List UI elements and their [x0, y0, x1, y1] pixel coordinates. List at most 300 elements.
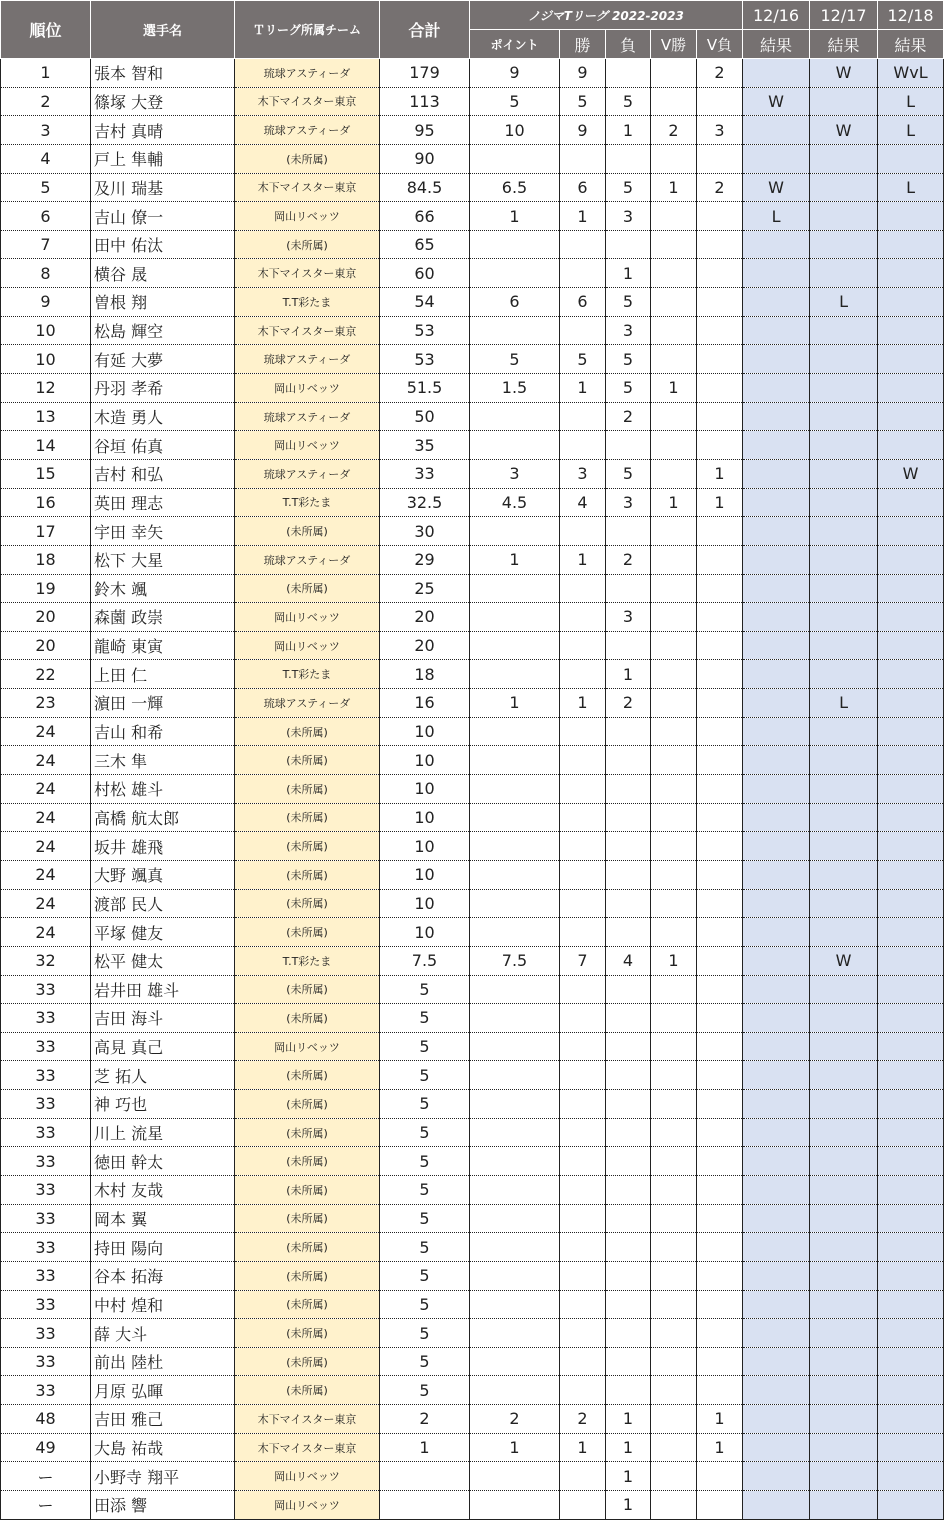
result-1217-cell [810, 1290, 878, 1319]
vlosses-cell [697, 1090, 743, 1119]
team-name: 琉球アスティーダ [235, 689, 380, 718]
team-name: (未所属) [235, 1204, 380, 1233]
total-cell: 51.5 [380, 374, 470, 403]
result-1218-cell [878, 946, 944, 975]
points-cell: 5 [470, 87, 560, 116]
result-1217-cell [810, 775, 878, 804]
losses-cell: 2 [606, 402, 651, 431]
total-cell: 5 [380, 1004, 470, 1033]
player-name: 大野 颯真 [91, 860, 235, 889]
team-name: T.T彩たま [235, 660, 380, 689]
total-cell: 5 [380, 1376, 470, 1405]
result-1216-cell [743, 775, 810, 804]
total-cell: 5 [380, 1175, 470, 1204]
losses-cell [606, 230, 651, 259]
result-1217-cell [810, 1147, 878, 1176]
rank-cell: 24 [1, 860, 91, 889]
rank-cell: 18 [1, 545, 91, 574]
player-name: 横谷 晟 [91, 259, 235, 288]
total-cell: 113 [380, 87, 470, 116]
wins-cell: 6 [560, 173, 606, 202]
team-name: 木下マイスター東京 [235, 1405, 380, 1434]
total-cell: 33 [380, 459, 470, 488]
table-header [1, 1, 944, 59]
vlosses-cell: 2 [697, 173, 743, 202]
player-name: 松下 大星 [91, 545, 235, 574]
vwins-cell [651, 1233, 697, 1262]
rank-cell: 24 [1, 803, 91, 832]
losses-cell [606, 1004, 651, 1033]
result-1216-cell [743, 1347, 810, 1376]
result-1217-cell [810, 746, 878, 775]
wins-cell: 1 [560, 689, 606, 718]
result-1216-cell [743, 230, 810, 259]
rank-cell: 33 [1, 1261, 91, 1290]
vwins-cell [651, 860, 697, 889]
wins-cell: 9 [560, 116, 606, 145]
losses-cell [606, 1376, 651, 1405]
result-1218-cell [878, 431, 944, 460]
player-name: 龍崎 東寅 [91, 631, 235, 660]
result-1218-cell [878, 1204, 944, 1233]
losses-cell [606, 1147, 651, 1176]
result-1217-cell [810, 1376, 878, 1405]
losses-cell [606, 746, 651, 775]
result-1216-cell [743, 803, 810, 832]
wins-cell [560, 1261, 606, 1290]
result-1216-cell [743, 1376, 810, 1405]
table-row [1, 459, 944, 488]
losses-cell: 5 [606, 374, 651, 403]
result-1216-cell [743, 431, 810, 460]
result-1216-cell [743, 1147, 810, 1176]
result-1216-cell [743, 1204, 810, 1233]
wins-cell [560, 660, 606, 689]
losses-cell [606, 1347, 651, 1376]
rank-cell: 33 [1, 1376, 91, 1405]
rank-cell: 33 [1, 1290, 91, 1319]
team-name: (未所属) [235, 889, 380, 918]
team-name: (未所属) [235, 918, 380, 947]
vwins-cell [651, 517, 697, 546]
result-1216-cell [743, 1491, 810, 1520]
vwins-cell [651, 230, 697, 259]
losses-cell: 5 [606, 87, 651, 116]
result-1216-cell [743, 717, 810, 746]
points-cell [470, 517, 560, 546]
team-name: (未所属) [235, 517, 380, 546]
player-name: 前出 陸杜 [91, 1347, 235, 1376]
losses-cell [606, 631, 651, 660]
vwins-cell: 1 [651, 173, 697, 202]
table-row [1, 603, 944, 632]
rank-cell: 33 [1, 1032, 91, 1061]
losses-cell: 5 [606, 459, 651, 488]
result-1217-cell [810, 574, 878, 603]
team-name: 琉球アスティーダ [235, 459, 380, 488]
rank-cell: 33 [1, 1147, 91, 1176]
result-1217-cell [810, 975, 878, 1004]
team-name: T.T彩たま [235, 488, 380, 517]
rank-cell: 33 [1, 1090, 91, 1119]
total-cell: 5 [380, 1347, 470, 1376]
vlosses-cell [697, 775, 743, 804]
total-cell: 95 [380, 116, 470, 145]
wins-cell [560, 1004, 606, 1033]
total-cell: 90 [380, 144, 470, 173]
total-cell: 25 [380, 574, 470, 603]
vlosses-cell [697, 374, 743, 403]
result-1216-cell [743, 116, 810, 145]
rank-cell: 6 [1, 202, 91, 231]
team-name: 木下マイスター東京 [235, 173, 380, 202]
vwins-cell [651, 316, 697, 345]
result-1218-cell [878, 889, 944, 918]
wins-cell: 7 [560, 946, 606, 975]
result-1217-cell [810, 1319, 878, 1348]
wins-cell: 1 [560, 1433, 606, 1462]
table-row [1, 1061, 944, 1090]
vlosses-cell [697, 402, 743, 431]
team-name: 木下マイスター東京 [235, 259, 380, 288]
points-cell [470, 1376, 560, 1405]
vlosses-cell [697, 631, 743, 660]
table-row [1, 402, 944, 431]
vlosses-cell: 1 [697, 1405, 743, 1434]
wins-cell [560, 517, 606, 546]
rank-cell: 48 [1, 1405, 91, 1434]
player-name: 上田 仁 [91, 660, 235, 689]
table-row [1, 918, 944, 947]
losses-cell [606, 918, 651, 947]
table-row [1, 1147, 944, 1176]
total-cell: 5 [380, 1319, 470, 1348]
points-cell [470, 1204, 560, 1233]
vwins-cell [651, 803, 697, 832]
wins-cell [560, 631, 606, 660]
player-name: 森薗 政崇 [91, 603, 235, 632]
table-row [1, 87, 944, 116]
rank-cell: 20 [1, 631, 91, 660]
losses-cell [606, 1233, 651, 1262]
wins-cell [560, 860, 606, 889]
rank-cell: 32 [1, 946, 91, 975]
wins-cell [560, 1347, 606, 1376]
wins-cell: 6 [560, 288, 606, 317]
losses-cell: 1 [606, 116, 651, 145]
player-name: 英田 理志 [91, 488, 235, 517]
result-1218-cell [878, 402, 944, 431]
player-name: 有延 大夢 [91, 345, 235, 374]
losses-cell [606, 1204, 651, 1233]
wins-cell [560, 402, 606, 431]
total-cell: 10 [380, 717, 470, 746]
vwins-cell [651, 1462, 697, 1491]
result-1218-cell [878, 1032, 944, 1061]
total-cell: 53 [380, 316, 470, 345]
player-name: 神 巧也 [91, 1090, 235, 1119]
team-name: (未所属) [235, 975, 380, 1004]
wins-cell [560, 1175, 606, 1204]
result-1216-cell [743, 689, 810, 718]
result-1218-cell [878, 1061, 944, 1090]
vwins-cell [651, 660, 697, 689]
points-cell [470, 803, 560, 832]
header-date-1218: 12/18 [878, 1, 944, 30]
table-row [1, 574, 944, 603]
vlosses-cell [697, 1204, 743, 1233]
vlosses-cell [697, 689, 743, 718]
result-1218-cell [878, 1376, 944, 1405]
result-1218-cell [878, 288, 944, 317]
points-cell: 1.5 [470, 374, 560, 403]
result-1218-cell [878, 803, 944, 832]
vwins-cell [651, 59, 697, 88]
player-name: 岡本 翼 [91, 1204, 235, 1233]
vlosses-cell [697, 1376, 743, 1405]
result-1216-cell [743, 402, 810, 431]
table-row [1, 345, 944, 374]
table-row [1, 1175, 944, 1204]
rank-cell: 2 [1, 87, 91, 116]
points-cell [470, 144, 560, 173]
rank-cell: 24 [1, 832, 91, 861]
losses-cell [606, 832, 651, 861]
team-name: (未所属) [235, 1347, 380, 1376]
result-1218-cell [878, 1175, 944, 1204]
player-name: 吉田 海斗 [91, 1004, 235, 1033]
wins-cell: 5 [560, 87, 606, 116]
rank-cell: ー [1, 1462, 91, 1491]
team-name: 木下マイスター東京 [235, 1433, 380, 1462]
rank-cell: 23 [1, 689, 91, 718]
result-1217-cell [810, 860, 878, 889]
result-1218-cell [878, 975, 944, 1004]
wins-cell: 4 [560, 488, 606, 517]
losses-cell: 2 [606, 545, 651, 574]
table-row [1, 1433, 944, 1462]
result-1217-cell [810, 1347, 878, 1376]
result-1216-cell [743, 1233, 810, 1262]
rank-cell: 33 [1, 1319, 91, 1348]
header-date-1217: 12/17 [810, 1, 878, 30]
table-row [1, 1319, 944, 1348]
team-name: 岡山リベッツ [235, 1462, 380, 1491]
vlosses-cell [697, 345, 743, 374]
losses-cell: 1 [606, 1462, 651, 1491]
vwins-cell [651, 1118, 697, 1147]
vwins-cell [651, 1347, 697, 1376]
player-name: 松平 健太 [91, 946, 235, 975]
result-1216-cell [743, 918, 810, 947]
losses-cell: 5 [606, 288, 651, 317]
wins-cell [560, 316, 606, 345]
rank-cell: 13 [1, 402, 91, 431]
result-1218-cell [878, 488, 944, 517]
header-team: Ｔリーグ所属チーム [235, 1, 380, 59]
header-season: ノジマTリーグ 2022-2023 [470, 1, 743, 30]
table-row [1, 431, 944, 460]
table-row [1, 1347, 944, 1376]
rank-cell: 33 [1, 1061, 91, 1090]
player-name: 月原 弘暉 [91, 1376, 235, 1405]
result-1218-cell [878, 1290, 944, 1319]
result-1218-cell [878, 144, 944, 173]
table-row [1, 660, 944, 689]
vlosses-cell [697, 975, 743, 1004]
losses-cell [606, 1032, 651, 1061]
rank-cell: 7 [1, 230, 91, 259]
rank-cell: 24 [1, 746, 91, 775]
result-1216-cell [743, 144, 810, 173]
result-1218-cell [878, 374, 944, 403]
total-cell: 16 [380, 689, 470, 718]
losses-cell [606, 574, 651, 603]
rank-cell: 9 [1, 288, 91, 317]
result-1217-cell [810, 1032, 878, 1061]
result-1217-cell [810, 259, 878, 288]
total-cell: 5 [380, 1204, 470, 1233]
result-1216-cell [743, 259, 810, 288]
result-1218-cell [878, 1233, 944, 1262]
header-player: 選手名 [91, 1, 235, 59]
player-name: 芝 拓人 [91, 1061, 235, 1090]
player-name: 戸上 隼輔 [91, 144, 235, 173]
result-1218-cell [878, 1462, 944, 1491]
player-name: 坂井 雄飛 [91, 832, 235, 861]
table-row [1, 1004, 944, 1033]
vwins-cell [651, 545, 697, 574]
rank-cell: 3 [1, 116, 91, 145]
vlosses-cell [697, 1261, 743, 1290]
team-name: 岡山リベッツ [235, 1032, 380, 1061]
result-1216-cell [743, 1175, 810, 1204]
table-row [1, 374, 944, 403]
player-name: 大島 祐哉 [91, 1433, 235, 1462]
player-name: 曽根 翔 [91, 288, 235, 317]
vlosses-cell [697, 1347, 743, 1376]
player-name: 田添 響 [91, 1491, 235, 1520]
vlosses-cell: 1 [697, 459, 743, 488]
result-1216-cell [743, 374, 810, 403]
points-cell [470, 631, 560, 660]
points-cell [470, 603, 560, 632]
points-cell [470, 1347, 560, 1376]
vlosses-cell [697, 545, 743, 574]
vwins-cell [651, 889, 697, 918]
vlosses-cell [697, 1491, 743, 1520]
result-1217-cell [810, 717, 878, 746]
points-cell [470, 1175, 560, 1204]
header-vwins: V勝 [651, 30, 697, 59]
player-name: 渡部 民人 [91, 889, 235, 918]
table-row [1, 1118, 944, 1147]
vwins-cell [651, 1376, 697, 1405]
points-cell [470, 860, 560, 889]
result-1216-cell [743, 1261, 810, 1290]
losses-cell [606, 975, 651, 1004]
vwins-cell: 2 [651, 116, 697, 145]
table-row [1, 116, 944, 145]
result-1218-cell [878, 517, 944, 546]
team-name: (未所属) [235, 1147, 380, 1176]
result-1216-cell [743, 1090, 810, 1119]
result-1216-cell [743, 517, 810, 546]
result-1216-cell [743, 1004, 810, 1033]
losses-cell: 4 [606, 946, 651, 975]
table-row [1, 1405, 944, 1434]
vlosses-cell [697, 603, 743, 632]
points-cell [470, 230, 560, 259]
points-cell [470, 259, 560, 288]
table-row [1, 717, 944, 746]
wins-cell [560, 1032, 606, 1061]
points-cell [470, 717, 560, 746]
vlosses-cell [697, 316, 743, 345]
team-name: 琉球アスティーダ [235, 402, 380, 431]
points-cell [470, 889, 560, 918]
points-cell: 9 [470, 59, 560, 88]
losses-cell [606, 517, 651, 546]
header-rank: 順位 [1, 1, 91, 59]
vwins-cell [651, 631, 697, 660]
result-1217-cell [810, 1175, 878, 1204]
header-wins: 勝 [560, 30, 606, 59]
losses-cell [606, 803, 651, 832]
total-cell: 179 [380, 59, 470, 88]
result-1216-cell [743, 660, 810, 689]
total-cell: 10 [380, 918, 470, 947]
table-body [1, 59, 944, 1520]
rank-cell: 14 [1, 431, 91, 460]
player-name: 張本 智和 [91, 59, 235, 88]
rank-cell: 24 [1, 717, 91, 746]
points-cell: 5 [470, 345, 560, 374]
wins-cell [560, 918, 606, 947]
team-name: (未所属) [235, 1118, 380, 1147]
vlosses-cell [697, 288, 743, 317]
vwins-cell [651, 144, 697, 173]
vwins-cell [651, 832, 697, 861]
total-cell: 35 [380, 431, 470, 460]
total-cell: 20 [380, 631, 470, 660]
wins-cell [560, 975, 606, 1004]
result-1216-cell [743, 1462, 810, 1491]
result-1218-cell: L [878, 173, 944, 202]
vlosses-cell [697, 918, 743, 947]
team-name: (未所属) [235, 832, 380, 861]
team-name: 木下マイスター東京 [235, 316, 380, 345]
wins-cell [560, 1233, 606, 1262]
losses-cell: 1 [606, 1405, 651, 1434]
losses-cell [606, 1290, 651, 1319]
result-1218-cell [878, 832, 944, 861]
losses-cell [606, 59, 651, 88]
team-name: 琉球アスティーダ [235, 116, 380, 145]
result-1217-cell [810, 517, 878, 546]
vlosses-cell [697, 1032, 743, 1061]
result-1217-cell [810, 1233, 878, 1262]
wins-cell: 2 [560, 1405, 606, 1434]
table-row [1, 230, 944, 259]
table-row [1, 1491, 944, 1520]
result-1216-cell [743, 946, 810, 975]
total-cell: 5 [380, 1147, 470, 1176]
result-1217-cell [810, 918, 878, 947]
player-name: 薛 大斗 [91, 1319, 235, 1348]
points-cell: 4.5 [470, 488, 560, 517]
result-1216-cell [743, 746, 810, 775]
